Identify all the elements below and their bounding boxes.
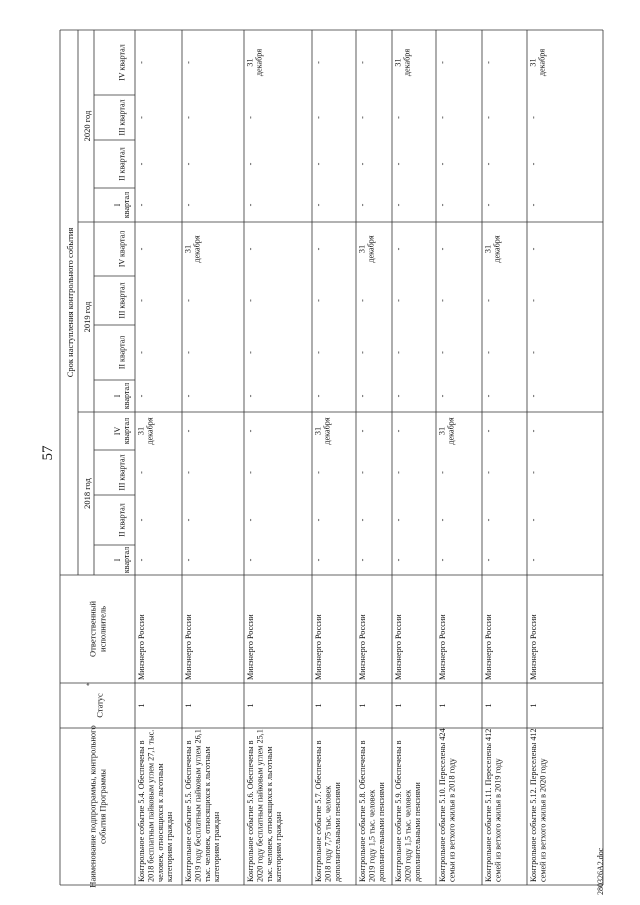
row-deadline-date: 31декабря — [483, 235, 502, 263]
row-event-name: Контрольное событие 5.4. Обеспечены в2018 бесплатным пайковым углем 27,1 тыс.человек, относящихся к льготнымкатегориям граждан — [137, 729, 175, 882]
row-deadline-dash: - — [528, 116, 538, 119]
row-deadline-dash: - — [313, 299, 323, 302]
footer-code: 280326A2.doc — [596, 847, 605, 895]
header-executor-col: Ответственныйисполнитель — [87, 601, 108, 657]
row-event-name: Контрольное событие 5.7. Обеспечены в2018 году 7,75 тыс. человекдополнительными пенсиями — [314, 740, 342, 882]
row-status: 1 — [482, 703, 493, 708]
row-deadline-dash: - — [183, 61, 193, 64]
header-year: 2019 год — [81, 301, 92, 333]
row-deadline-dash: - — [357, 518, 367, 522]
row-deadline-dash: - — [183, 558, 193, 562]
row-deadline-dash: - — [357, 429, 367, 433]
row-executor: Минэнерго России — [529, 614, 538, 680]
row-deadline-dash: - — [393, 558, 403, 562]
row-status: 1 — [356, 703, 367, 708]
row-deadline-date: 31декабря — [313, 417, 332, 445]
row-deadline-date: 31декабря — [437, 417, 456, 445]
header-year: 2020 год — [81, 110, 92, 142]
row-deadline-dash: - — [393, 471, 403, 474]
header-quarter: III квартал — [117, 99, 127, 136]
row-deadline-dash: - — [483, 518, 493, 522]
row-deadline-dash: - — [313, 471, 323, 474]
row-deadline-dash: - — [528, 247, 538, 251]
row-deadline-dash: - — [313, 247, 323, 251]
row-deadline-dash: - — [245, 299, 255, 302]
header-year: 2018 год — [81, 478, 92, 509]
row-event-name: Контрольное событие 5.9. Обеспечены в2020 году 1,5 тыс. человекдополнительными пенсиями — [394, 740, 422, 882]
row-deadline-dash: - — [393, 116, 403, 119]
row-deadline-dash: - — [393, 162, 403, 166]
row-event-name: Контрольное событие 5.11. Переселены 412семей из ветхого жилья в 2019 году — [484, 728, 503, 882]
row-deadline-dash: - — [136, 203, 146, 207]
row-status: 1 — [182, 703, 193, 708]
row-deadline-dash: - — [483, 61, 493, 64]
row-deadline-dash: - — [357, 299, 367, 302]
row-executor: Минэнерго России — [137, 614, 146, 680]
row-executor: Минэнерго России — [484, 614, 493, 680]
row-deadline-date: 31декабря — [357, 235, 376, 263]
row-deadline-dash: - — [437, 299, 447, 302]
header-status-col: Статус — [94, 693, 105, 718]
row-deadline-date: 31декабря — [528, 48, 547, 77]
row-deadline-dash: - — [357, 116, 367, 119]
row-deadline-dash: - — [393, 299, 403, 302]
control-events-table — [60, 30, 603, 888]
row-deadline-dash: - — [183, 351, 193, 354]
row-deadline-dash: - — [528, 162, 538, 166]
row-deadline-dash: - — [357, 162, 367, 166]
row-deadline-dash: - — [245, 116, 255, 119]
row-deadline-dash: - — [136, 394, 146, 398]
row-event-name: Контрольное событие 5.5. Обеспечены в2019 году бесплатным пайковым углем 26,1тыс. человек, относящихся к льготнымкатегориям граждан — [184, 729, 222, 882]
row-deadline-dash: - — [437, 558, 447, 562]
header-quarter: III квартал — [117, 282, 127, 319]
row-deadline-dash: - — [136, 351, 146, 354]
header-quarter: III квартал — [117, 454, 127, 491]
row-deadline-dash: - — [483, 299, 493, 302]
row-deadline-dash: - — [437, 471, 447, 474]
row-deadline-date: 31декабря — [393, 48, 412, 77]
header-quarter: IV квартал — [117, 230, 127, 268]
row-deadline-dash: - — [393, 247, 403, 251]
row-deadline-dash: - — [313, 351, 323, 354]
row-deadline-dash: - — [136, 247, 146, 251]
row-deadline-dash: - — [357, 351, 367, 354]
row-deadline-dash: - — [528, 394, 538, 398]
row-deadline-dash: - — [183, 518, 193, 522]
row-deadline-dash: - — [437, 162, 447, 166]
row-deadline-dash: - — [437, 247, 447, 251]
header-quarter: II квартал — [117, 335, 127, 370]
row-deadline-dash: - — [245, 471, 255, 474]
row-deadline-dash: - — [183, 299, 193, 302]
row-deadline-dash: - — [483, 429, 493, 433]
header-quarter: Iквартал — [112, 191, 131, 219]
row-deadline-dash: - — [136, 116, 146, 119]
row-deadline-dash: - — [313, 116, 323, 119]
header-quarter: Iквартал — [112, 546, 131, 574]
row-deadline-dash: - — [313, 558, 323, 562]
row-deadline-dash: - — [313, 61, 323, 64]
row-deadline-dash: - — [437, 518, 447, 522]
row-deadline-dash: - — [245, 247, 255, 251]
row-deadline-dash: - — [393, 429, 403, 433]
row-deadline-dash: - — [136, 299, 146, 302]
row-deadline-dash: - — [483, 471, 493, 474]
row-deadline-dash: - — [313, 394, 323, 398]
row-deadline-dash: - — [437, 116, 447, 119]
row-deadline-dash: - — [393, 351, 403, 354]
row-deadline-dash: - — [483, 162, 493, 166]
row-deadline-dash: - — [245, 558, 255, 562]
row-deadline-dash: - — [437, 394, 447, 398]
header-status-mark: * — [85, 682, 94, 686]
row-deadline-dash: - — [136, 518, 146, 522]
header-quarter: IVквартал — [112, 417, 131, 445]
row-deadline-dash: - — [437, 351, 447, 354]
row-executor: Минэнерго России — [394, 614, 403, 680]
row-deadline-dash: - — [183, 116, 193, 119]
row-deadline-dash: - — [136, 162, 146, 166]
header-quarter: IV квартал — [117, 44, 127, 81]
row-deadline-dash: - — [437, 61, 447, 64]
row-event-name: Контрольное событие 5.10. Переселены 424семьи из ветхого жилья в 2018 году — [438, 728, 457, 882]
row-executor: Минэнерго России — [184, 614, 193, 680]
row-deadline-dash: - — [483, 394, 493, 398]
row-deadline-dash: - — [528, 299, 538, 302]
row-status: 1 — [135, 703, 146, 708]
row-deadline-dash: - — [393, 518, 403, 522]
row-status: 1 — [527, 703, 538, 708]
row-deadline-dash: - — [183, 203, 193, 207]
row-deadline-dash: - — [528, 351, 538, 354]
row-executor: Минэнерго России — [438, 614, 447, 680]
row-deadline-dash: - — [528, 518, 538, 522]
row-deadline-dash: - — [483, 351, 493, 354]
row-deadline-date: 31декабря — [245, 48, 264, 77]
row-deadline-date: 31декабря — [136, 417, 155, 445]
row-deadline-dash: - — [245, 162, 255, 166]
row-deadline-dash: - — [183, 429, 193, 433]
row-deadline-dash: - — [357, 394, 367, 398]
header-deadline-group: Срок наступления контрольного события — [64, 227, 75, 378]
row-deadline-dash: - — [528, 203, 538, 207]
row-deadline-dash: - — [357, 61, 367, 64]
page-number: 57 — [40, 445, 56, 461]
row-status: 1 — [244, 703, 255, 708]
row-deadline-dash: - — [245, 351, 255, 354]
row-deadline-dash: - — [393, 203, 403, 207]
row-deadline-dash: - — [313, 162, 323, 166]
header-quarter: II квартал — [117, 147, 127, 181]
row-deadline-dash: - — [183, 162, 193, 166]
row-deadline-dash: - — [313, 518, 323, 522]
row-event-name: Контрольное событие 5.8. Обеспечены в2019 году 1,5 тыс. человекдополнительными пенсиями — [358, 740, 386, 882]
row-deadline-dash: - — [357, 203, 367, 207]
row-deadline-dash: - — [245, 394, 255, 398]
row-deadline-dash: - — [245, 203, 255, 207]
row-event-name: Контрольное событие 5.12. Переселены 412семей из ветхого жилья в 2020 году — [529, 728, 548, 882]
row-deadline-dash: - — [245, 429, 255, 433]
row-deadline-dash: - — [528, 429, 538, 433]
row-deadline-dash: - — [183, 471, 193, 474]
row-executor: Минэнерго России — [246, 614, 255, 680]
row-executor: Минэнерго России — [314, 614, 323, 680]
row-deadline-dash: - — [136, 558, 146, 562]
row-deadline-dash: - — [437, 203, 447, 207]
row-deadline-dash: - — [528, 558, 538, 562]
row-deadline-dash: - — [393, 394, 403, 398]
row-deadline-dash: - — [483, 203, 493, 207]
row-deadline-dash: - — [245, 518, 255, 522]
header-name-col: Наименование подпрограммы, контрольногособытия Программы — [87, 725, 108, 888]
row-status: 1 — [436, 703, 447, 708]
row-status: 1 — [392, 703, 403, 708]
row-status: 1 — [312, 703, 323, 708]
row-deadline-dash: - — [483, 116, 493, 119]
row-deadline-dash: - — [136, 471, 146, 474]
header-quarter: Iквартал — [112, 382, 131, 410]
row-deadline-dash: - — [313, 203, 323, 207]
row-deadline-date: 31декабря — [183, 235, 202, 263]
row-executor: Минэнерго России — [358, 614, 367, 680]
row-deadline-dash: - — [483, 558, 493, 562]
row-deadline-dash: - — [357, 558, 367, 562]
row-deadline-dash: - — [357, 471, 367, 474]
header-quarter: II квартал — [117, 503, 127, 537]
row-deadline-dash: - — [136, 61, 146, 64]
row-deadline-dash: - — [183, 394, 193, 398]
row-deadline-dash: - — [528, 471, 538, 474]
row-event-name: Контрольное событие 5.6. Обеспечены в2020 году бесплатным пайковым углем 25,1тыс. человек, относящихся к льготнымкатегориям граждан — [246, 729, 284, 882]
